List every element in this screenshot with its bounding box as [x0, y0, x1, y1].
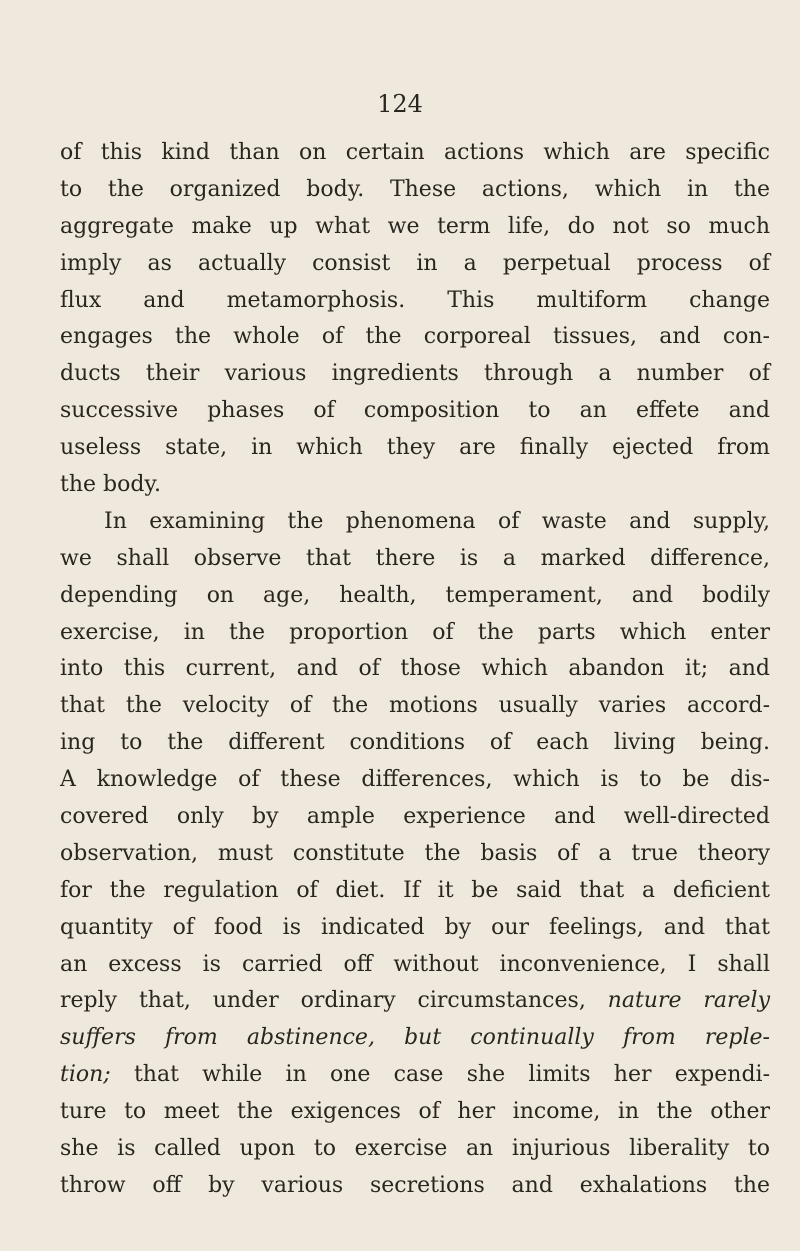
text-line: aggregate make up what we term life, do not so much: [60, 213, 770, 239]
text-line: into this current, and of those which abandon it; and: [60, 656, 770, 682]
page-number: 124: [377, 90, 423, 118]
text-line: of this kind than on certain actions which are specific: [60, 140, 770, 165]
text-line: tion; that while in one case she limits her expendi-: [60, 1062, 770, 1088]
text-line: reply that, under ordinary circumstances, nature rarely: [60, 988, 770, 1014]
text-line: throw off by various secretions and exhalations the: [60, 1172, 770, 1198]
text-line: engages the whole of the corporeal tissues, and con-: [60, 324, 770, 350]
text-line: suffers from abstinence, but continually from reple-: [60, 1025, 770, 1051]
text-line: quantity of food is indicated by our feelings, and that: [60, 914, 770, 940]
text-line: successive phases of composition to an effete and: [60, 398, 770, 424]
text-line: the body.: [60, 472, 161, 498]
text-line: imply as actually consist in a perpetual process of: [60, 250, 770, 276]
text-line: an excess is carried off without inconvenience, I shall: [60, 951, 770, 977]
text-line: depending on age, health, temperament, and bodily: [60, 582, 770, 608]
text-line: useless state, in which they are finally ejected from: [60, 435, 770, 461]
text-line: flux and metamorphosis. This multiform change: [60, 287, 770, 313]
text-line: ducts their various ingredients through a number of: [60, 361, 770, 387]
text-line: In examining the phenomena of waste and supply,: [104, 508, 770, 534]
text-line: covered only by ample experience and well-directed: [60, 804, 770, 830]
text-line: we shall observe that there is a marked difference,: [60, 545, 770, 571]
text-line: for the regulation of diet. If it be said that a deficient: [60, 877, 770, 903]
text-line: that the velocity of the motions usually varies accord-: [60, 693, 770, 719]
text-line: to the organized body. These actions, which in the: [60, 176, 770, 202]
text-line: A knowledge of these differences, which is to be dis-: [60, 767, 770, 793]
text-line: observation, must constitute the basis of a true theory: [60, 840, 770, 866]
body-text: [60, 135, 770, 1205]
text-line: exercise, in the proportion of the parts which enter: [60, 619, 770, 645]
text-line: ing to the different conditions of each living being.: [60, 730, 770, 756]
text-line: she is called upon to exercise an injurious liberality to: [60, 1136, 770, 1162]
text-line: ture to meet the exigences of her income, in the other: [60, 1099, 770, 1125]
